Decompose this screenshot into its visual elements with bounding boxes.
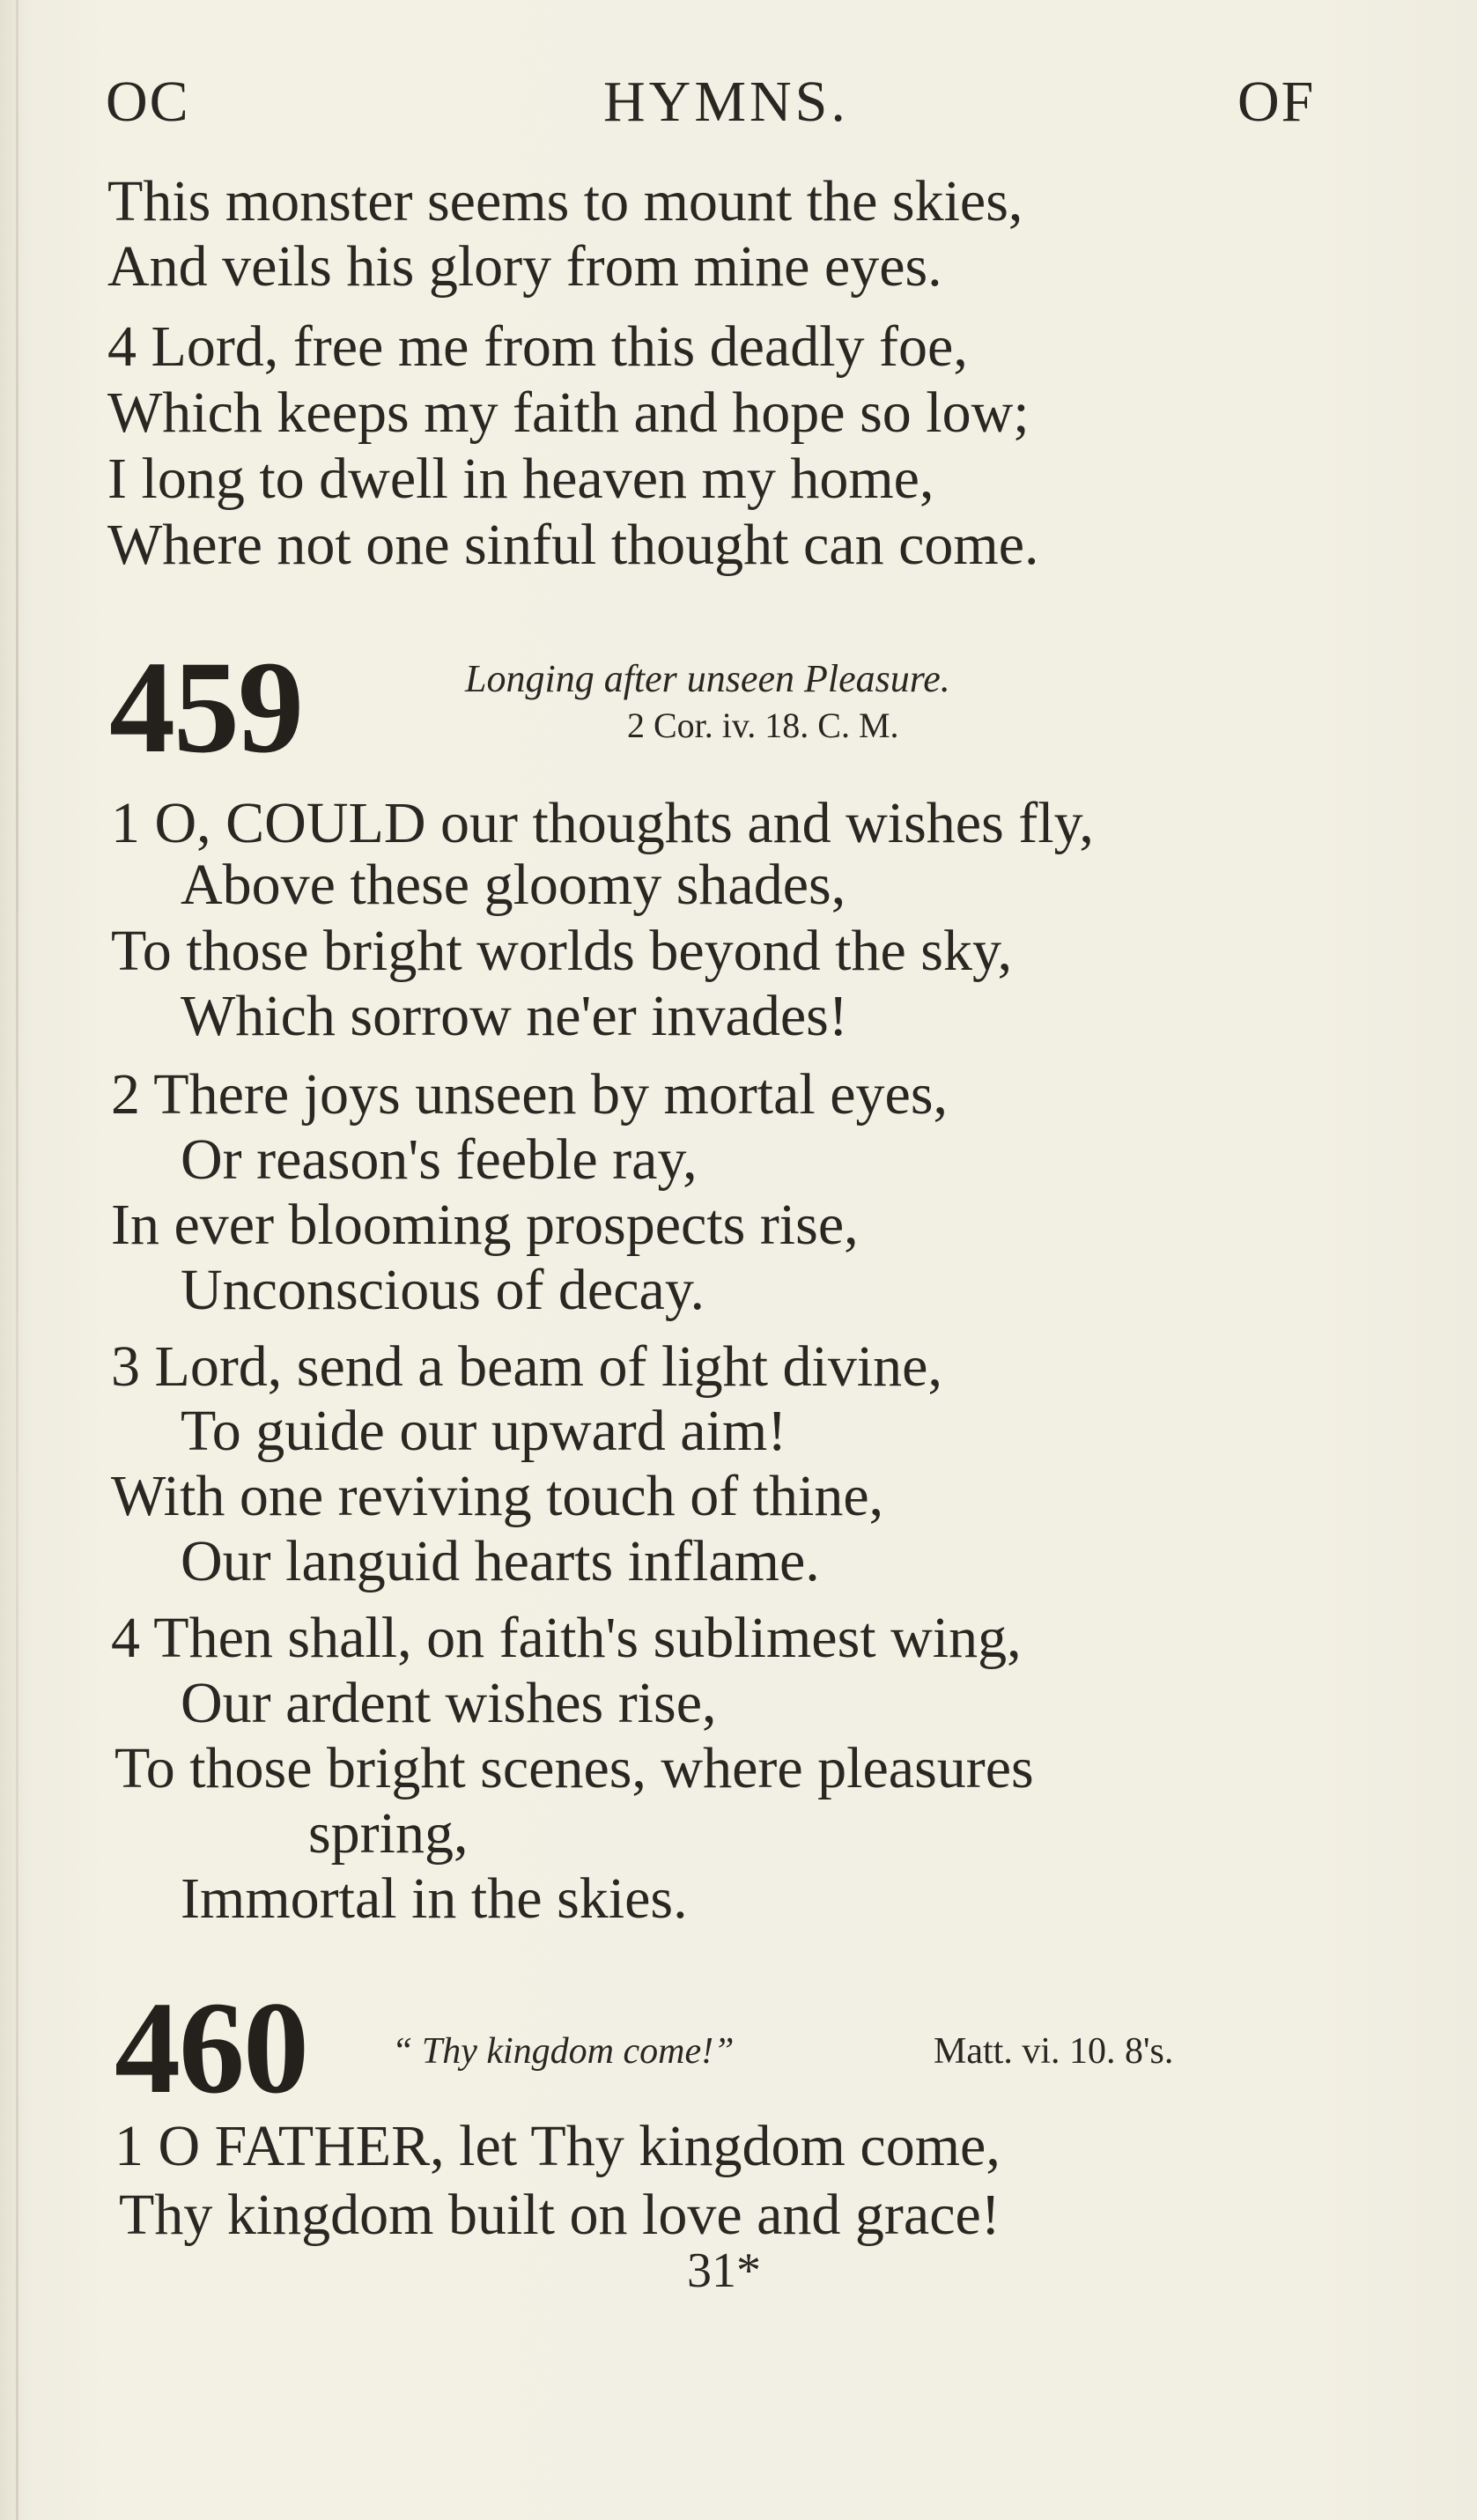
verse-line: Which sorrow ne'er invades!	[181, 984, 848, 1048]
verse-line: Where not one sinful thought can come.	[107, 513, 1039, 577]
verse-line: 1 O, COULD our thoughts and wishes fly,	[111, 791, 1094, 855]
verse-line: To guide our upward aim!	[181, 1399, 787, 1463]
verse-line: Above these gloomy shades,	[181, 853, 846, 917]
hymn-number: 459	[109, 634, 302, 780]
signature-mark: 31*	[687, 2243, 761, 2298]
verse-line: I long to dwell in heaven my home,	[107, 447, 934, 511]
verse-line: And veils his glory from mine eyes.	[107, 234, 942, 299]
verse-line: To those bright worlds beyond the sky,	[111, 919, 1013, 983]
hymn-title: “ Thy kingdom come!”	[392, 2031, 735, 2072]
header-title: HYMNS.	[603, 70, 849, 134]
verse-line: Which keeps my faith and hope so low;	[107, 381, 1030, 445]
verse-line: Immortal in the skies.	[181, 1866, 688, 1931]
verse-line: 4 Lord, free me from this deadly foe,	[107, 314, 968, 379]
verse-line: 2 There joys unseen by mortal eyes,	[111, 1062, 949, 1127]
verse-line: Unconscious of decay.	[181, 1258, 705, 1322]
hymn-number: 460	[114, 1975, 307, 2121]
verse-line: In ever blooming prospects rise,	[111, 1193, 859, 1257]
verse-line: 1 O FATHER, let Thy kingdom come,	[114, 2114, 1001, 2178]
verse-line: This monster seems to mount the skies,	[107, 169, 1023, 233]
verse-line: Our ardent wishes rise,	[181, 1671, 717, 1735]
verse-line: Our languid hearts inflame.	[181, 1529, 820, 1593]
header-left: OC	[106, 70, 190, 134]
verse-line: spring,	[308, 1801, 469, 1866]
running-header	[106, 69, 1339, 139]
hymn-title: Longing after unseen Pleasure.	[465, 657, 950, 700]
page-gutter	[16, 0, 18, 2520]
hymn-reference: 2 Cor. iv. 18. C. M.	[627, 706, 899, 745]
verse-line: 3 Lord, send a beam of light divine,	[111, 1334, 942, 1399]
verse-line: 4 Then shall, on faith's sublimest wing,	[111, 1606, 1022, 1670]
hymn-reference: Matt. vi. 10. 8's.	[934, 2031, 1174, 2072]
verse-line: With one reviving touch of thine,	[111, 1464, 884, 1528]
header-right: OF	[1237, 70, 1316, 134]
verse-line: To those bright scenes, where pleasures	[114, 1736, 1034, 1800]
verse-line: Thy kingdom built on love and grace!	[119, 2183, 1001, 2247]
verse-line: Or reason's feeble ray,	[181, 1127, 698, 1192]
